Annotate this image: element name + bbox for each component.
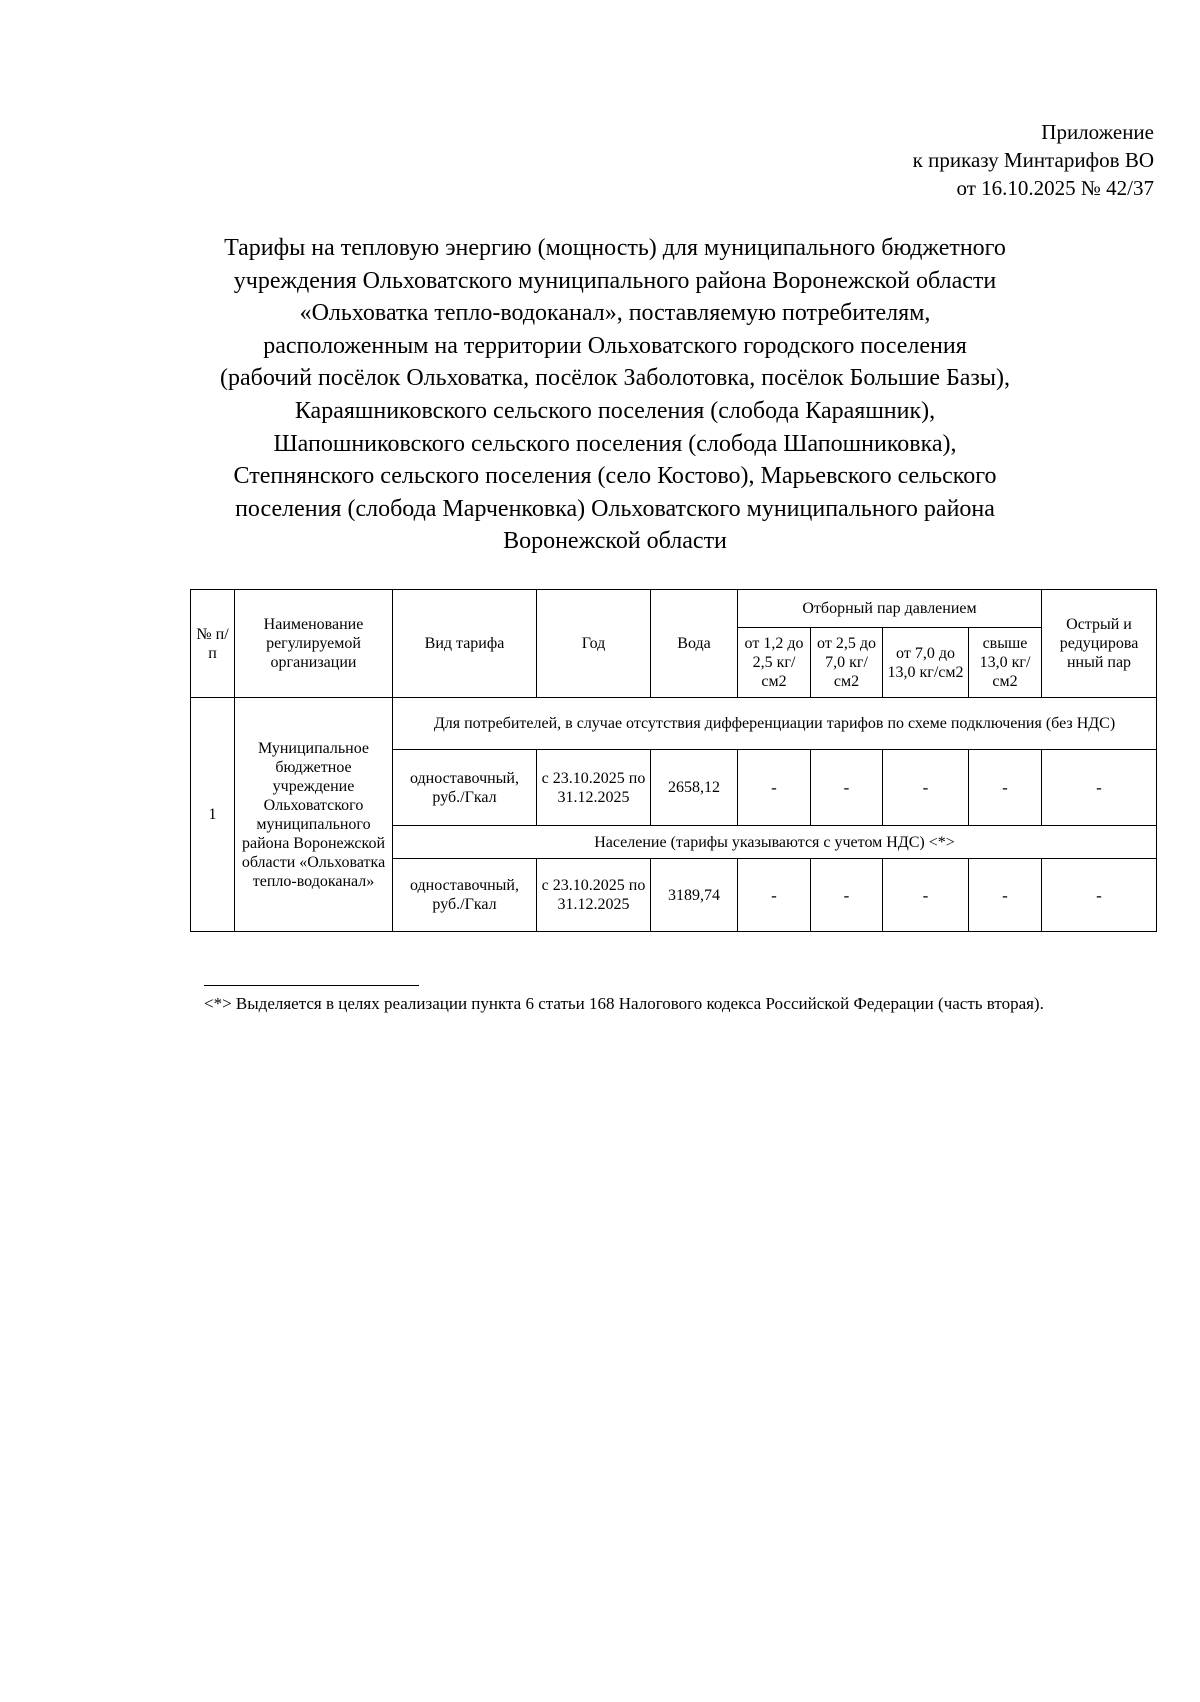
section-row	[191, 698, 1157, 750]
steam-4-value: -	[969, 750, 1042, 826]
tariff-table	[190, 589, 1157, 932]
sharp-steam-value: -	[1042, 859, 1157, 932]
title-line: Степнянского сельского поселения (село Костово), Марьевского сельского	[233, 463, 997, 490]
steam-3-value: -	[883, 750, 969, 826]
title-line: учреждения Ольховатского муниципального района Воронежской области	[233, 267, 997, 294]
org-name: Муниципальное бюджетное учреждение Ольховатского муниципального района Воронежской области «Ольховатка тепло-водоканал»	[235, 698, 393, 932]
tariff-type-cell: одноставочный, руб./Гкал	[393, 750, 537, 826]
steam-1-value: -	[738, 750, 811, 826]
header-num: № п/п	[191, 590, 235, 698]
header-steam-3: от 7,0 до 13,0 кг/см2	[883, 628, 969, 698]
header-row	[191, 590, 1157, 628]
footnote-divider	[204, 985, 419, 986]
section-label: Население (тарифы указываются с учетом НДС) <*>	[393, 826, 1157, 859]
steam-2-value: -	[811, 750, 883, 826]
title-line: Тарифы на тепловую энергию (мощность) для муниципального бюджетного	[224, 235, 1006, 261]
row-number: 1	[191, 698, 235, 932]
period-cell: с 23.10.2025 по 31.12.2025	[537, 750, 651, 826]
header-steam-1: от 1,2 до 2,5 кг/см2	[738, 628, 811, 698]
header-steam-2: от 2,5 до 7,0 кг/см2	[811, 628, 883, 698]
sharp-steam-value: -	[1042, 750, 1157, 826]
water-value: 3189,74	[651, 859, 738, 932]
header-water: Вода	[651, 590, 738, 698]
header-steam-group: Отборный пар давлением	[738, 590, 1042, 628]
period-cell: с 23.10.2025 по 31.12.2025	[537, 859, 651, 932]
steam-3-value: -	[883, 859, 969, 932]
steam-4-value: -	[969, 859, 1042, 932]
header-year: Год	[537, 590, 651, 698]
header-org: Наименование регулируемой организации	[235, 590, 393, 698]
footnote: <*> Выделяется в целях реализации пункта 6 статьи 168 Налогового кодекса Российской Федерации (часть вторая).	[204, 994, 1044, 1013]
appendix-date-number: от 16.10.2025 № 42/37	[956, 176, 1154, 200]
title-line: расположенным на территории Ольховатского городского поселения	[263, 332, 967, 359]
title-line: поселения (слобода Марченковка) Ольховатского муниципального района	[235, 495, 995, 522]
appendix-block	[913, 118, 1154, 202]
title-line: Караяшниковского сельского поселения (слобода Караяшник),	[294, 397, 936, 424]
appendix-line: Приложение	[1041, 120, 1154, 144]
header-tariff-type: Вид тарифа	[393, 590, 537, 698]
title-line: «Ольховатка тепло-водоканал», поставляемую потребителям,	[299, 300, 931, 327]
header-sharp-steam: Острый и редуцирова нный пар	[1042, 590, 1157, 698]
tariff-type-cell: одноставочный, руб./Гкал	[393, 859, 537, 932]
water-value: 2658,12	[651, 750, 738, 826]
appendix-order-ref: к приказу Минтарифов ВО	[912, 148, 1154, 172]
title-line: (рабочий посёлок Ольховатка, посёлок Заболотовка, посёлок Большие Базы),	[219, 365, 1011, 392]
title-line: Воронежской области	[503, 528, 727, 555]
title-line: Шапошниковского сельского поселения (слобода Шапошниковка),	[273, 430, 957, 457]
steam-1-value: -	[738, 859, 811, 932]
document-title	[170, 232, 1060, 558]
header-steam-4: свыше 13,0 кг/см2	[969, 628, 1042, 698]
steam-2-value: -	[811, 859, 883, 932]
section-label: Для потребителей, в случае отсутствия дифференциации тарифов по схеме подключения (без НДС)	[393, 698, 1157, 750]
